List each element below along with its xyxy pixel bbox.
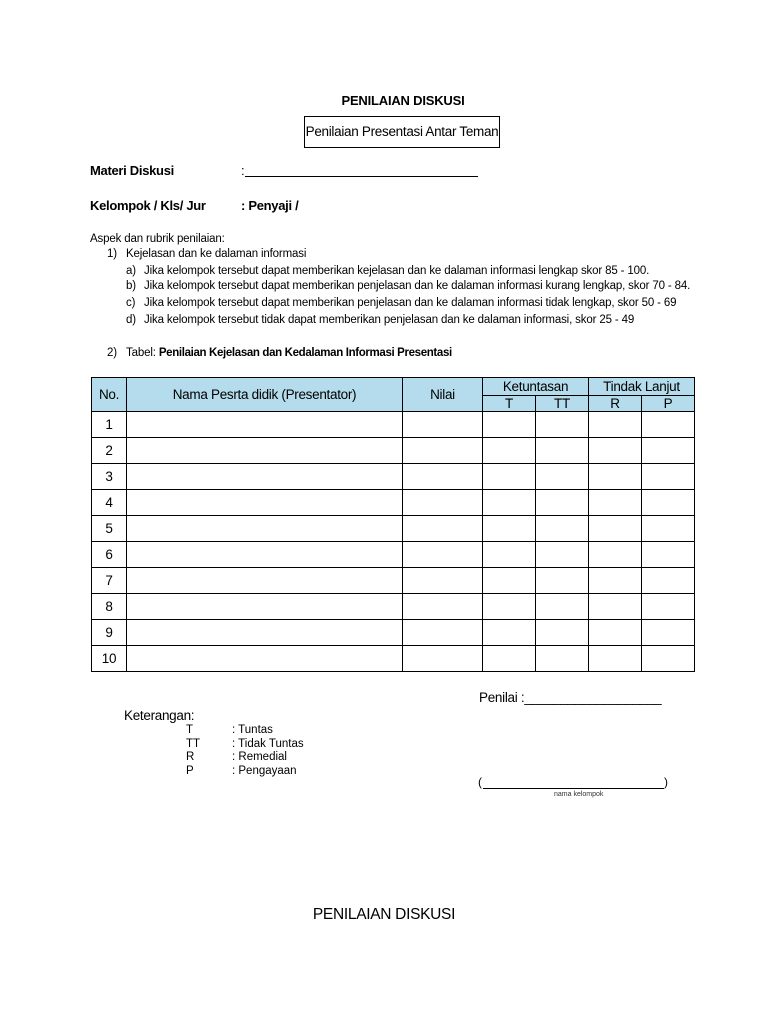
keterangan-desc-t: : Tuntas — [232, 724, 273, 736]
cell-p — [642, 568, 695, 594]
cell-p — [642, 646, 695, 672]
rubric-item1-text: Kejelasan dan ke dalaman informasi — [126, 248, 307, 260]
rubric-item2-prefix: Tabel: — [126, 347, 156, 359]
cell-t — [483, 594, 536, 620]
rubric-subitem-d-text: Jika kelompok tersebut tidak dapat memberikan penjelasan dan ke dalaman informasi, skor 25 - 49 — [144, 314, 635, 326]
cell-t — [483, 568, 536, 594]
cell-tt — [536, 594, 589, 620]
cell-p — [642, 516, 695, 542]
cell-nilai — [403, 594, 483, 620]
cell-tt — [536, 412, 589, 438]
table-row — [92, 620, 695, 646]
cell-r — [589, 464, 642, 490]
table-row — [92, 646, 695, 672]
page-title: PENILAIAN DISKUSI — [341, 93, 465, 108]
keterangan-desc-p: : Pengayaan — [232, 765, 297, 777]
cell-nilai — [403, 438, 483, 464]
cell-t — [483, 646, 536, 672]
cell-p — [642, 412, 695, 438]
cell-tt — [536, 464, 589, 490]
cell-t — [483, 542, 536, 568]
cell-r — [589, 620, 642, 646]
header-t: T — [483, 396, 536, 412]
header-nilai: Nilai — [403, 378, 483, 412]
rubric-item2-number: 2) — [107, 347, 117, 359]
cell-nilai — [403, 646, 483, 672]
header-nama: Nama Pesrta didik (Presentator) — [127, 378, 403, 412]
materi-label: Materi Diskusi — [90, 163, 174, 178]
header-r: R — [589, 396, 642, 412]
signature-close-paren: ) — [664, 775, 668, 789]
table-row — [92, 412, 695, 438]
cell-no: 6 — [92, 542, 127, 568]
table-row — [92, 438, 695, 464]
keterangan-title: Keterangan: — [124, 708, 195, 723]
cell-p — [642, 620, 695, 646]
cell-t — [483, 620, 536, 646]
table-row — [92, 542, 695, 568]
cell-nilai — [403, 620, 483, 646]
rubric-intro: Aspek dan rubrik penilaian: — [90, 233, 225, 245]
table-row — [92, 490, 695, 516]
header-tt: TT — [536, 396, 589, 412]
rubric-item2-text — [126, 346, 452, 361]
table-row — [92, 594, 695, 620]
keterangan-code-t: T — [186, 724, 194, 736]
materi-fill-line — [245, 176, 478, 177]
cell-no: 7 — [92, 568, 127, 594]
cell-nilai — [403, 412, 483, 438]
cell-p — [642, 464, 695, 490]
cell-nilai — [403, 464, 483, 490]
cell-nilai — [403, 516, 483, 542]
rubric-item1-number: 1) — [107, 248, 117, 260]
cell-nilai — [403, 490, 483, 516]
cell-r — [589, 438, 642, 464]
cell-nama — [127, 412, 403, 438]
cell-no: 8 — [92, 594, 127, 620]
header-tindak-lanjut: Tindak Lanjut — [589, 378, 695, 396]
cell-no: 4 — [92, 490, 127, 516]
cell-r — [589, 412, 642, 438]
rubric-subitem-b-letter: b) — [126, 280, 136, 292]
cell-no: 1 — [92, 412, 127, 438]
cell-tt — [536, 516, 589, 542]
boxed-subtitle: Penilaian Presentasi Antar Teman — [304, 116, 500, 148]
cell-r — [589, 594, 642, 620]
cell-no: 3 — [92, 464, 127, 490]
cell-t — [483, 464, 536, 490]
cell-no: 10 — [92, 646, 127, 672]
cell-nama — [127, 490, 403, 516]
cell-nama — [127, 594, 403, 620]
rubric-item2-bold: Penilaian Kejelasan dan Kedalaman Informasi Presentasi — [158, 347, 452, 359]
cell-r — [589, 646, 642, 672]
cell-p — [642, 594, 695, 620]
signature-line — [483, 788, 664, 789]
rubric-subitem-a-text: Jika kelompok tersebut dapat memberikan kejelasan dan ke dalaman informasi lengkap skor 85 - 100. — [144, 265, 650, 277]
cell-no: 9 — [92, 620, 127, 646]
table-row — [92, 464, 695, 490]
cell-r — [589, 542, 642, 568]
keterangan-code-r: R — [186, 751, 195, 763]
keterangan-desc-r: : Remedial — [232, 751, 287, 763]
kelompok-label: Kelompok / Kls/ Jur — [90, 198, 206, 213]
kelompok-value: : Penyaji / — [241, 198, 299, 213]
header-p: P — [642, 396, 695, 412]
footer-title: PENILAIAN DISKUSI — [312, 906, 456, 923]
rubric-subitem-d-letter: d) — [126, 314, 136, 326]
cell-tt — [536, 620, 589, 646]
assessment-table — [91, 377, 695, 672]
cell-p — [642, 542, 695, 568]
penilai-label: Penilai :___________________ — [479, 690, 662, 705]
cell-nama — [127, 464, 403, 490]
cell-nama — [127, 646, 403, 672]
signature-open-paren: ( — [478, 775, 482, 789]
cell-t — [483, 516, 536, 542]
cell-nama — [127, 620, 403, 646]
cell-t — [483, 490, 536, 516]
header-no: No. — [92, 378, 127, 412]
rubric-subitem-b-text: Jika kelompok tersebut dapat memberikan penjelasan dan ke dalaman informasi kurang lengkap, skor 70 - 84. — [144, 280, 691, 292]
keterangan-code-p: P — [186, 765, 194, 777]
cell-r — [589, 568, 642, 594]
cell-nama — [127, 542, 403, 568]
rubric-subitem-a-letter: a) — [126, 265, 136, 277]
cell-nilai — [403, 568, 483, 594]
cell-tt — [536, 490, 589, 516]
cell-tt — [536, 438, 589, 464]
header-ketuntasan: Ketuntasan — [483, 378, 589, 396]
keterangan-desc-tt: : Tidak Tuntas — [232, 738, 304, 750]
cell-t — [483, 438, 536, 464]
cell-tt — [536, 646, 589, 672]
cell-nama — [127, 516, 403, 542]
keterangan-code-tt: TT — [186, 738, 201, 750]
cell-p — [642, 490, 695, 516]
materi-colon: : — [241, 163, 245, 178]
cell-t — [483, 412, 536, 438]
cell-p — [642, 438, 695, 464]
cell-no: 2 — [92, 438, 127, 464]
cell-tt — [536, 568, 589, 594]
rubric-subitem-c-letter: c) — [126, 297, 136, 309]
cell-tt — [536, 542, 589, 568]
rubric-subitem-c-text: Jika kelompok tersebut dapat memberikan penjelasan dan ke dalaman informasi tidak lengkap, skor 50 - 69 — [144, 297, 677, 309]
cell-no: 5 — [92, 516, 127, 542]
cell-nama — [127, 568, 403, 594]
cell-r — [589, 516, 642, 542]
table-row — [92, 516, 695, 542]
cell-nilai — [403, 542, 483, 568]
signature-caption: nama kelompok — [554, 791, 604, 798]
cell-nama — [127, 438, 403, 464]
table-row — [92, 568, 695, 594]
cell-r — [589, 490, 642, 516]
